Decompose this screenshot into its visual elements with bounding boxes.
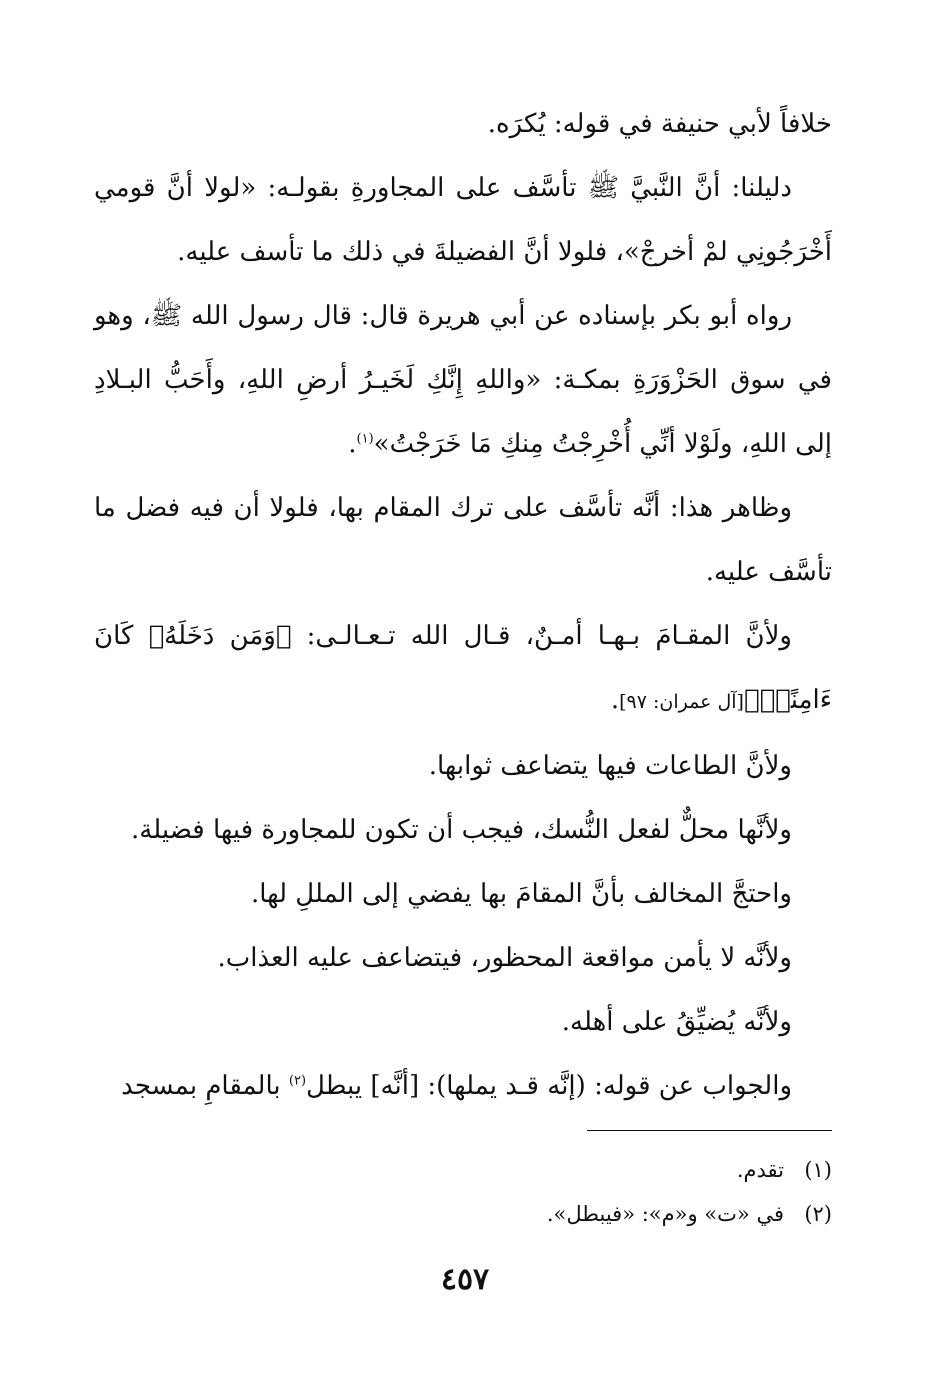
paragraph-4: وظاهر هذا: أنَّه تأسَّف على ترك المقام بها، فلولا أن فيه فضل ما تأسَّف عليه. (94, 493, 832, 587)
page-number: ٤٥٧ (440, 1262, 490, 1297)
paragraph-5-end: . (610, 685, 620, 715)
paragraph-3-text: رواه أبو بكر بإسناده عن أبي هريرة قال: قال رسول الله ﷺ، وهو في سوق الحَزْوَرَةِ بمكـة: «واللهِ إِنَّكِ لَخَيـرُ أرضِ اللهِ، وأَحَبُّ البـلادِ إلى اللهِ، ولَوْلا أنِّي أُخْرِجْتُ مِنكِ مَا خَرَجْتُ» (94, 301, 832, 459)
paragraph-2: دليلنا: أنَّ النَّبيَّ ﷺ تأسَّف على المجاورةِ بقولـه: «لولا أنَّ قومي أَخْرَجُونِي لمْ أخرجْ»، فلولا أنَّ الفضيلةَ في ذلك ما تأسف عليه. (94, 173, 832, 267)
footnote-ref-2: (٢) (288, 1073, 307, 1089)
paragraph-5 (94, 604, 832, 734)
footnote-2 (94, 1192, 832, 1236)
paragraph-6: ولأنَّ الطاعات فيها يتضاعف ثوابها. (428, 751, 792, 781)
paragraph-11 (94, 1054, 832, 1118)
footnote-text: في «ت» و«م»: «فيبطل». (546, 1202, 784, 1226)
paragraph-9: ولأنَّه لا يأمن مواقعة المحظور، فيتضاعف عليه العذاب. (217, 943, 792, 973)
paragraph-3-end: . (348, 429, 357, 459)
quran-citation: [آل عمران: ٩٧] (619, 691, 744, 713)
footnote-text: تقدم. (736, 1158, 784, 1182)
paragraph-11-text: والجواب عن قوله: (إنَّه قـد يملها): [أنَّه] يبطل (306, 1071, 792, 1101)
footnote-number: (٢) (804, 1202, 832, 1226)
footnote-separator (587, 1130, 832, 1131)
footnotes (94, 1148, 832, 1236)
paragraph-1: خلافاً لأبي حنيفة في قوله: يُكرَه. (487, 109, 832, 139)
paragraph-3 (94, 284, 832, 476)
footnote-1 (94, 1148, 832, 1192)
paragraph-10: ولأنَّه يُضيِّقُ على أهله. (561, 1007, 792, 1037)
paragraph-11-end: بالمقامِ بمسجد (121, 1071, 289, 1101)
paragraph-8: واحتجَّ المخالف بأنَّ المقامَ بها يفضي إلى المللِ لها. (250, 879, 792, 909)
main-text (94, 92, 832, 1118)
footnote-ref-1: (١) (356, 431, 374, 447)
paragraph-7: ولأنَّها محلٌّ لفعل النُّسك، فيجب أن تكون للمجاورة فيها فضيلة. (131, 815, 792, 845)
footnote-number: (١) (804, 1158, 832, 1182)
paragraph-5-text: ولأنَّ المقـامَ بـهـا أمـنٌ، قـال الله تـعـالـى: ﴿وَمَن دَخَلَهُۥ كَانَ ءَامِنًاۗ﴾ (94, 621, 832, 715)
